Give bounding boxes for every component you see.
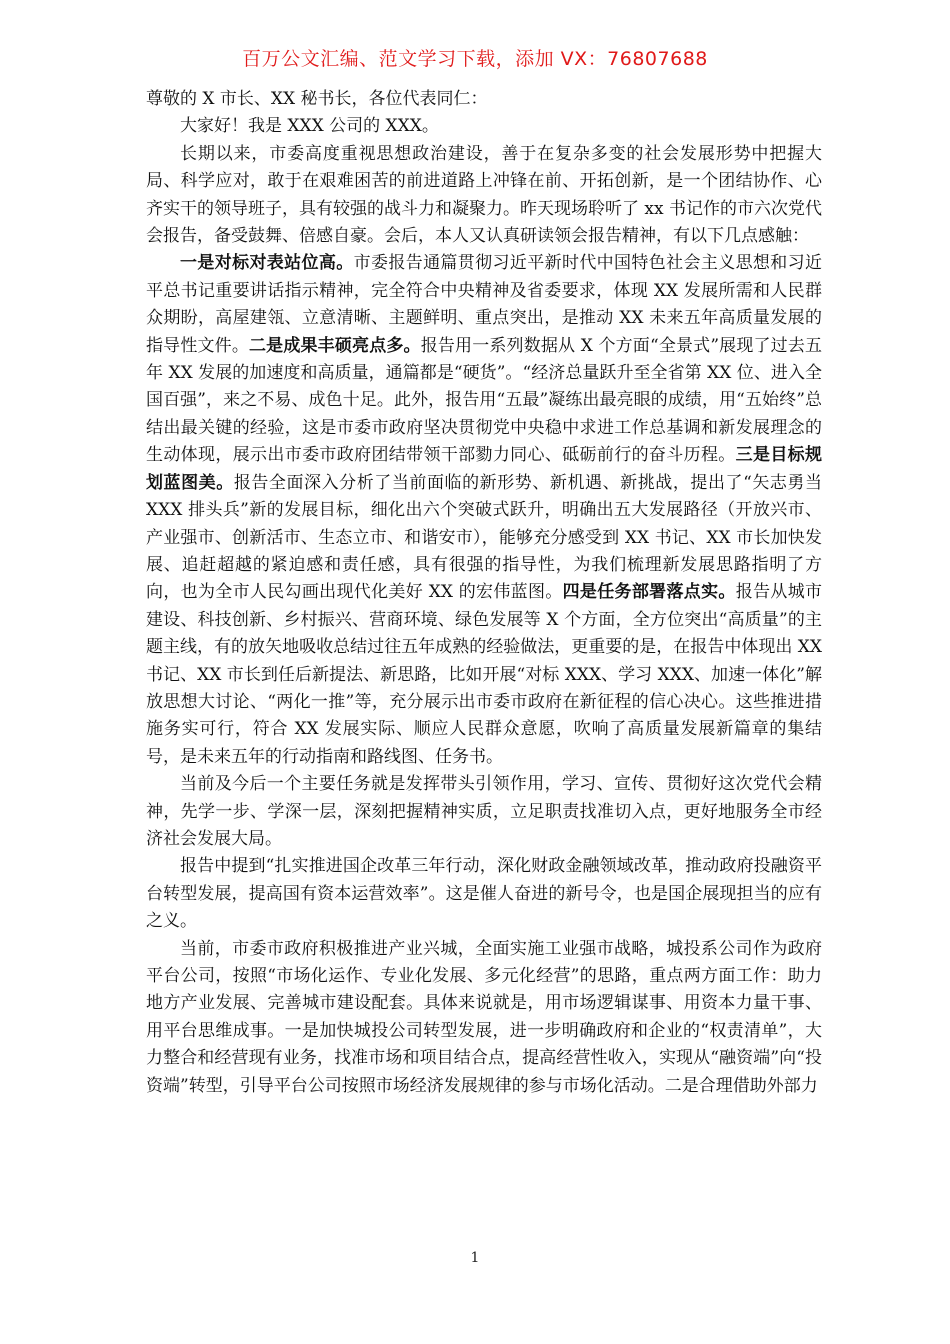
paragraph-task: 当前及今后一个主要任务就是发挥带头引领作用，学习、宣传、贯彻好这次党代会精神，先学一步、学深一层，深刻把握精神实质，立足职责找准切入点，更好地服务全市经济社会发展大局。 [146,774,822,849]
greeting: 大家好！我是 XXX 公司的 XXX。 [180,116,439,137]
point-heading-2: 二是成果丰硕亮点多。 [249,335,421,356]
paragraph-intro: 长期以来，市委高度重视思想政治建设，善于在复杂多变的社会发展形势中把握大局、科学应对，敢于在艰难困苦的前进道路上冲锋在前、开拓创新，是一个团结协作、心齐实干的领导班子，具有较强的战斗力和凝聚力。昨天现场聆听了 xx 书记作的市六次党代会报告，备受鼓舞、倍感自豪。会后，本人又认真研读领会报告精神，有以下几点感触： [146,143,822,247]
point-text-2: 报告用一系列数据从 X 个方面“全景式”展现了过去五年 XX 发展的加速度和高质量，通篇都是“硬货”。“经济总量跃升至全省第 XX 位、进入全国百强”，来之不易、成色十足。此外，报告用“五最”凝练出最亮眼的成绩，用“五始终”总结出最关键的经验，这是市委市政府坚决贯彻党中央稳中求进工作总基调和新发展理念的生动体现，展示出市委市政府团结带领干部勠力同心、砥砺前行的奋斗历程。 [146,335,823,466]
point-text-4: 报告从城市建设、科技创新、乡村振兴、营商环境、绿色发展等 X 个方面，全方位突出“高质量”的主题主线，有的放矢地吸收总结过往五年成熟的经验做法，更重要的是，在报告中体现出 XX 书记、XX 市长到任后新提法、新思路，比如开展“对标 XXX、学习 XXX、加速一体化”解放思想大讨论、“两化一推”等，充分展示出市委市政府在新征程的信心决心。这些推进措施务实可行，符合 XX 发展实际、顺应人民群众意愿，吹响了高质量发展新篇章的集结号，是未来五年的行动指南和路线图、任务书。 [146,582,823,767]
paragraph-points [146,250,822,771]
paragraph-report-quote: 报告中提到“扎实推进国企改革三年行动，深化财政金融领域改革，推动政府投融资平台转型发展，提高国有资本运营效率”。这是催人奋进的新号令，也是国企展现担当的应有之义。 [146,856,822,932]
point-heading-3: 三是目标规划蓝图美。 [146,445,823,493]
document-body [146,86,822,1100]
point-heading-4: 四是任务部署落点实。 [562,582,736,603]
point-text-3: 报告全面深入分析了当前面临的新形势、新机遇、新挑战，提出了“矢志勇当 XXX 排头兵”新的发展目标，细化出六个突破式跃升，明确出五大发展路径（开放兴市、产业强市、创新活市、生态立市、和谐安市），能够充分感受到 XX 书记、XX 市长加快发展、追赶超越的紧迫感和责任感，具有很强的指导性，为我们梳理新发展思路指明了方向，也为全市人民勾画出现代化美好 XX 的宏伟蓝图。 [146,472,822,603]
paragraph-current: 当前，市委市政府积极推进产业兴城，全面实施工业强市战略，城投系公司作为政府平台公司，按照“市场化运作、专业化发展、多元化经营”的思路，重点两方面工作：助力地方产业发展、完善城市建设配套。具体来说就是，用市场逻辑谋事、用资本力量干事、用平台思维成事。一是加快城投公司转型发展，进一步明确政府和企业的“权责清单”，大力整合和经营现有业务，找准市场和项目结合点，提高经营性收入，实现从“融资端”向“投资端”转型，引导平台公司按照市场经济发展规律的参与市场化活动。二是合理借助外部力 [146,938,822,1096]
page-number: 1 [470,1250,480,1266]
point-text-1: 市委报告通篇贯彻习近平新时代中国特色社会主义思想和习近平总书记重要讲话指示精神，完全符合中央精神及省委要求，体现 XX 发展所需和人民群众期盼，高屋建瓴、立意清晰、主题鲜明、重点突出，是推动 XX 未来五年高质量发展的指导性文件。 [146,253,823,356]
promo-banner: 百万公文汇编、范文学习下载，添加 VX：76807688 [242,48,708,70]
point-heading-1: 一是对标对表站位高。 [180,253,354,274]
salutation: 尊敬的 X 市长、XX 秘书长，各位代表同仁： [146,89,488,109]
